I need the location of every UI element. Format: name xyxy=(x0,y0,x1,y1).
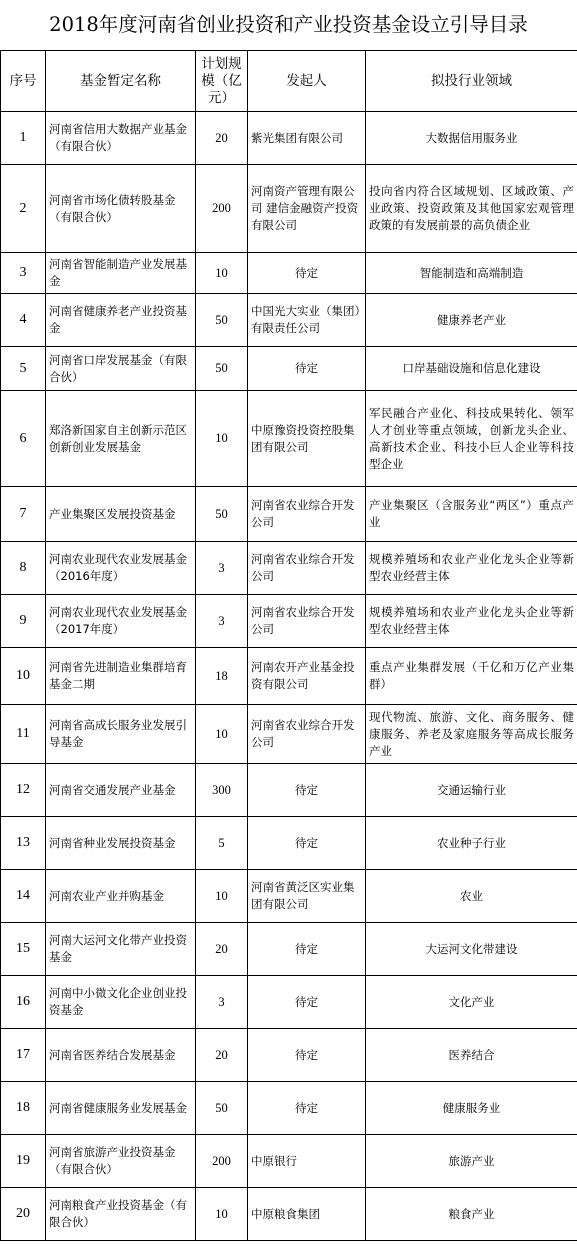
table-row xyxy=(1,253,577,294)
investment-field: 现代物流、旅游、文化、商务服务、健康服务、养老及家庭服务等高成长服务产业 xyxy=(366,705,577,764)
row-index: 15 xyxy=(1,923,46,976)
table-row xyxy=(1,764,577,817)
table-row xyxy=(1,1188,577,1241)
header-name: 基金暂定名称 xyxy=(46,51,196,112)
fund-name: 河南农业现代农业发展基金（2016年度） xyxy=(46,542,196,595)
investment-field: 旅游产业 xyxy=(366,1135,577,1188)
fund-name: 河南粮食产业投资基金（有限合伙） xyxy=(46,1188,196,1241)
table-row xyxy=(1,294,577,347)
fund-name: 河南省健康养老产业投资基金 xyxy=(46,294,196,347)
fund-name: 河南省高成长服务业发展引导基金 xyxy=(46,705,196,764)
sponsor: 待定 xyxy=(248,817,366,870)
row-index: 1 xyxy=(1,112,46,165)
table-row xyxy=(1,648,577,705)
row-index: 9 xyxy=(1,595,46,648)
table-row xyxy=(1,705,577,764)
investment-field: 粮食产业 xyxy=(366,1188,577,1241)
sponsor: 河南省农业综合开发公司 xyxy=(248,705,366,764)
row-index: 18 xyxy=(1,1082,46,1135)
row-index: 19 xyxy=(1,1135,46,1188)
sponsor: 中原粮食集团 xyxy=(248,1188,366,1241)
investment-field: 规模养殖场和农业产业化龙头企业等新型农业经营主体 xyxy=(366,595,577,648)
planned-size: 50 xyxy=(196,347,248,391)
sponsor: 中原豫资投资控股集团有限公司 xyxy=(248,391,366,487)
planned-size: 10 xyxy=(196,870,248,923)
investment-field: 口岸基础设施和信息化建设 xyxy=(366,347,577,391)
table-row xyxy=(1,595,577,648)
fund-name: 河南省医养结合发展基金 xyxy=(46,1029,196,1082)
table-row xyxy=(1,817,577,870)
row-index: 8 xyxy=(1,542,46,595)
row-index: 13 xyxy=(1,817,46,870)
fund-name: 河南省市场化债转股基金（有限合伙） xyxy=(46,165,196,253)
row-index: 2 xyxy=(1,165,46,253)
header-sponsor: 发起人 xyxy=(248,51,366,112)
sponsor: 河南农开产业基金投资有限公司 xyxy=(248,648,366,705)
sponsor: 中国光大实业（集团）有限责任公司 xyxy=(248,294,366,347)
investment-field: 健康养老产业 xyxy=(366,294,577,347)
row-index: 12 xyxy=(1,764,46,817)
fund-name: 河南省交通发展产业基金 xyxy=(46,764,196,817)
table-row xyxy=(1,542,577,595)
row-index: 17 xyxy=(1,1029,46,1082)
sponsor: 紫光集团有限公司 xyxy=(248,112,366,165)
row-index: 6 xyxy=(1,391,46,487)
investment-field: 规模养殖场和农业产业化龙头企业等新型农业经营主体 xyxy=(366,542,577,595)
row-index: 3 xyxy=(1,253,46,294)
planned-size: 20 xyxy=(196,112,248,165)
investment-field: 重点产业集群发展（千亿和万亿产业集群） xyxy=(366,648,577,705)
planned-size: 3 xyxy=(196,542,248,595)
table-row xyxy=(1,976,577,1029)
fund-name: 河南省口岸发展基金（有限合伙） xyxy=(46,347,196,391)
planned-size: 50 xyxy=(196,1082,248,1135)
fund-name: 郑洛新国家自主创新示范区创新创业发展基金 xyxy=(46,391,196,487)
planned-size: 3 xyxy=(196,976,248,1029)
header-size: 计划规模（亿元） xyxy=(196,51,248,112)
sponsor: 河南省黄泛区实业集团有限公司 xyxy=(248,870,366,923)
sponsor: 河南省农业综合开发公司 xyxy=(248,595,366,648)
row-index: 16 xyxy=(1,976,46,1029)
planned-size: 20 xyxy=(196,1029,248,1082)
planned-size: 10 xyxy=(196,253,248,294)
planned-size: 20 xyxy=(196,923,248,976)
planned-size: 200 xyxy=(196,1135,248,1188)
sponsor: 待定 xyxy=(248,1082,366,1135)
sponsor: 待定 xyxy=(248,923,366,976)
sponsor: 中原银行 xyxy=(248,1135,366,1188)
investment-field: 健康服务业 xyxy=(366,1082,577,1135)
planned-size: 300 xyxy=(196,764,248,817)
planned-size: 10 xyxy=(196,1188,248,1241)
row-index: 14 xyxy=(1,870,46,923)
investment-field: 农业 xyxy=(366,870,577,923)
table-row xyxy=(1,1135,577,1188)
sponsor: 河南省农业综合开发公司 xyxy=(248,542,366,595)
investment-field: 大运河文化带建设 xyxy=(366,923,577,976)
sponsor: 河南省农业综合开发公司 xyxy=(248,487,366,542)
row-index: 4 xyxy=(1,294,46,347)
fund-name: 河南农业现代农业发展基金（2017年度） xyxy=(46,595,196,648)
investment-field: 文化产业 xyxy=(366,976,577,1029)
table-row xyxy=(1,391,577,487)
table-row xyxy=(1,1029,577,1082)
investment-field: 交通运输行业 xyxy=(366,764,577,817)
header-field: 拟投行业领域 xyxy=(366,51,577,112)
planned-size: 10 xyxy=(196,705,248,764)
table-row xyxy=(1,1082,577,1135)
table-row xyxy=(1,923,577,976)
table-row xyxy=(1,165,577,253)
sponsor: 河南资产管理有限公司 建信金融资产投资有限公司 xyxy=(248,165,366,253)
investment-field: 农业种子行业 xyxy=(366,817,577,870)
fund-name: 河南省智能制造产业发展基金 xyxy=(46,253,196,294)
sponsor: 待定 xyxy=(248,764,366,817)
row-index: 7 xyxy=(1,487,46,542)
table-row xyxy=(1,112,577,165)
investment-field: 大数据信用服务业 xyxy=(366,112,577,165)
planned-size: 50 xyxy=(196,487,248,542)
fund-name: 河南中小微文化企业创业投资基金 xyxy=(46,976,196,1029)
investment-field: 产业集聚区（含服务业“两区”）重点产业 xyxy=(366,487,577,542)
page-title: 2018年度河南省创业投资和产业投资基金设立引导目录 xyxy=(49,13,528,36)
table-row xyxy=(1,487,577,542)
planned-size: 200 xyxy=(196,165,248,253)
planned-size: 18 xyxy=(196,648,248,705)
investment-field: 智能制造和高端制造 xyxy=(366,253,577,294)
table-row xyxy=(1,870,577,923)
fund-name: 河南农业产业并购基金 xyxy=(46,870,196,923)
planned-size: 3 xyxy=(196,595,248,648)
investment-field: 军民融合产业化、科技成果转化、领军人才创业等重点领域，创新龙头企业、高新技术企业、科技小巨人企业等科技型企业 xyxy=(366,391,577,487)
header-idx: 序号 xyxy=(1,51,46,112)
planned-size: 10 xyxy=(196,391,248,487)
fund-directory-table xyxy=(0,50,577,1241)
row-index: 5 xyxy=(1,347,46,391)
sponsor: 待定 xyxy=(248,976,366,1029)
fund-name: 河南大运河文化带产业投资基金 xyxy=(46,923,196,976)
row-index: 11 xyxy=(1,705,46,764)
investment-field: 投向省内符合区域规划、区域政策、产业政策、投资政策及其他国家宏观管理政策的有发展前景的高负债企业 xyxy=(366,165,577,253)
planned-size: 5 xyxy=(196,817,248,870)
sponsor: 待定 xyxy=(248,1029,366,1082)
planned-size: 50 xyxy=(196,294,248,347)
fund-name: 河南省信用大数据产业基金（有限合伙） xyxy=(46,112,196,165)
table-row xyxy=(1,347,577,391)
investment-field: 医养结合 xyxy=(366,1029,577,1082)
fund-name: 产业集聚区发展投资基金 xyxy=(46,487,196,542)
row-index: 20 xyxy=(1,1188,46,1241)
table-header-row xyxy=(1,51,577,112)
fund-name: 河南省健康服务业发展基金 xyxy=(46,1082,196,1135)
fund-name: 河南省种业发展投资基金 xyxy=(46,817,196,870)
fund-name: 河南省先进制造业集群培育基金二期 xyxy=(46,648,196,705)
row-index: 10 xyxy=(1,648,46,705)
fund-name: 河南省旅游产业投资基金（有限合伙） xyxy=(46,1135,196,1188)
sponsor: 待定 xyxy=(248,253,366,294)
sponsor: 待定 xyxy=(248,347,366,391)
